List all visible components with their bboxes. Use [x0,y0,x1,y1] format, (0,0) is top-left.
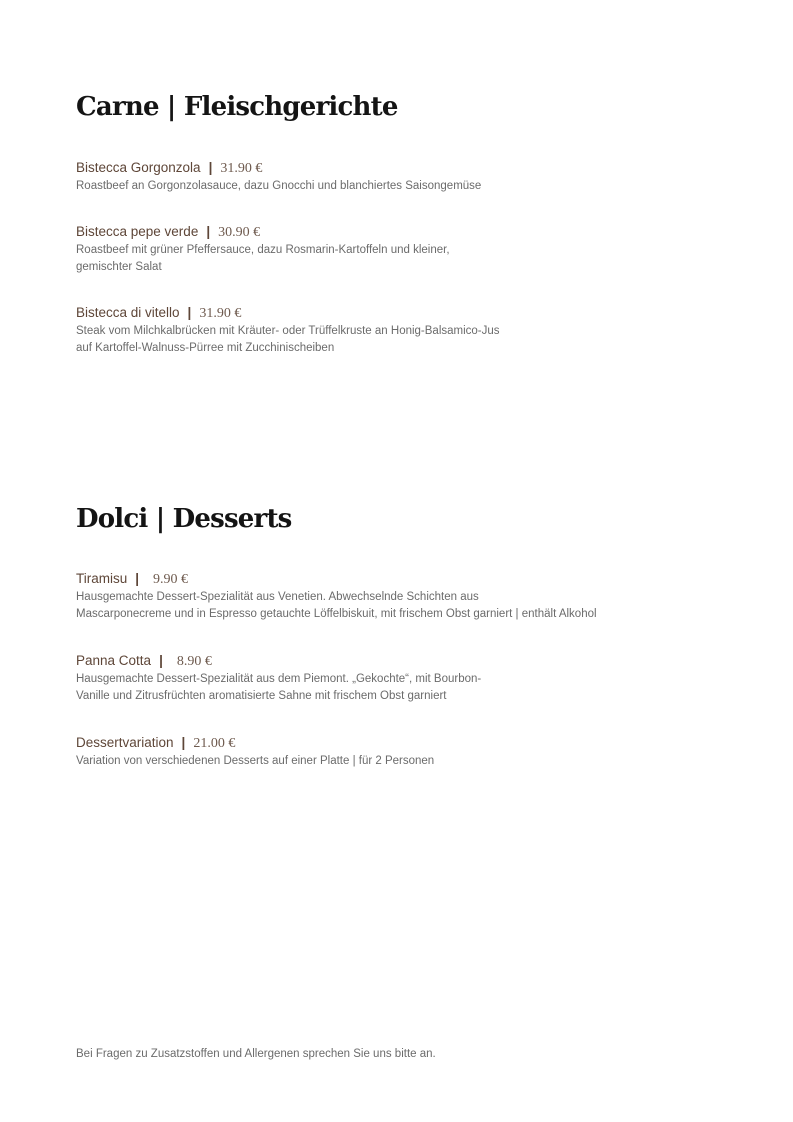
dish-description-line: auf Kartoffel-Walnuss-Pürree mit Zucchinischeiben [76,341,335,354]
dish-name: Panna Cotta [76,653,152,668]
dish-description [76,178,756,195]
dish-price: 31.90 € [220,161,263,176]
dish-description [76,753,756,770]
dish-name: Tiramisu [76,571,128,586]
menu-item-header [76,734,756,753]
menu-item-panna-cotta [76,652,756,704]
dish-name: Bistecca Gorgonzola [76,160,201,175]
dish-price: 31.90 € [199,306,242,321]
menu-item-header [76,159,756,178]
price-separator: | [159,653,163,668]
allergen-note: Bei Fragen zu Zusatzstoffen und Allergenen sprechen Sie uns bitte an. [76,1048,436,1060]
dish-description-line: Variation von verschiedenen Desserts auf einer Platte | für 2 Personen [76,755,435,767]
dish-description-line: Vanille und Zitrusfrüchten aromatisierte Sahne mit frischem Obst garniert [76,689,447,702]
dish-description-line: Steak vom Milchkalbrücken mit Kräuter- oder Trüffelkruste an Honig-Balsamico-Jus [76,325,500,337]
dish-name: Bistecca di vitello [76,305,180,320]
dish-description-line: Roastbeef an Gorgonzolasauce, dazu Gnocchi und blanchiertes Saisongemüse [76,180,482,192]
price-separator: | [135,571,140,586]
dish-description-line: Hausgemachte Dessert-Spezialität aus Venetien. Abwechselnde Schichten aus [76,591,479,603]
price-separator: | [187,305,192,320]
menu-item-bistecca-pepe-verde [76,223,756,275]
menu-item-header [76,570,756,589]
menu-item-header [76,652,756,671]
menu-item-dessertvariation [76,734,756,770]
dish-price: 30.90 € [218,225,261,240]
section-title-dolci: Dolci | Desserts [76,504,292,534]
menu-item-header [76,223,756,242]
dish-name: Bistecca pepe verde [76,224,199,239]
dish-name: Dessertvariation [76,735,174,750]
menu-item-bistecca-gorgonzola [76,159,756,195]
dish-description [76,323,756,356]
dish-description [76,242,756,275]
price-separator: | [181,735,186,750]
menu-item-bistecca-di-vitello [76,304,756,356]
dish-price: 8.90 € [176,654,212,669]
dish-description [76,589,756,622]
dish-description [76,671,756,704]
menu-item-header [76,304,756,323]
menu-item-tiramisu [76,570,756,622]
dish-description-line: Hausgemachte Dessert-Spezialität aus dem Piemont. „Gekochte“, mit Bourbon- [76,673,482,685]
price-separator: | [206,224,211,239]
dish-description-line: Mascarponecreme und in Espresso getauchte Löffelbiskuit, mit frischem Obst garniert | enthält Alkohol [76,607,597,620]
dish-description-line: Roastbeef mit grüner Pfeffersauce, dazu Rosmarin-Kartoffeln und kleiner, [76,244,450,256]
price-separator: | [208,160,213,175]
section-title-carne: Carne | Fleischgerichte [76,92,398,122]
dish-price: 21.00 € [193,736,236,751]
dish-price: 9.90 € [153,572,189,587]
dish-description-line: gemischter Salat [76,260,162,273]
